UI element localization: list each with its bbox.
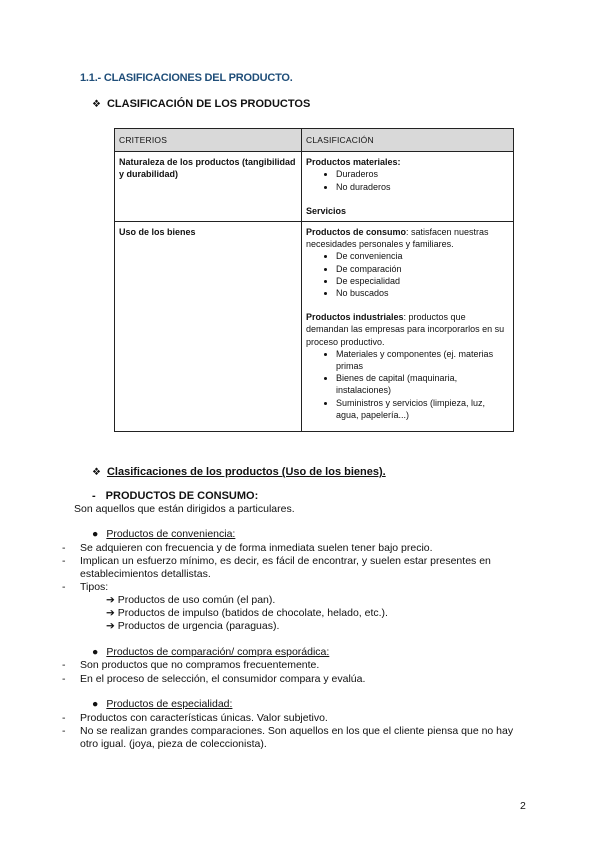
- consumo-title: - PRODUCTOS DE CONSUMO:: [92, 490, 259, 502]
- header-criterios: CRITERIOS: [115, 129, 302, 152]
- list-item: • No duraderos: [336, 181, 509, 193]
- especialidad-line2: No se realizan grandes comparaciones. Son aquellos en los que el cliente piensa que no hay otro igual. (joya, pieza de coleccionista).: [80, 725, 514, 750]
- list-item: • Bienes de capital (maquinaria, instalaciones): [336, 372, 509, 396]
- table-row: [115, 152, 514, 222]
- list-item: • De comparación: [336, 263, 509, 275]
- list-item: • De especialidad: [336, 275, 509, 287]
- bullet-list: [306, 168, 509, 192]
- comparacion-title: ● Productos de comparación/ compra esporádica:: [92, 646, 330, 658]
- table-row: [115, 222, 514, 432]
- diamond-bullet-icon: ❖: [92, 467, 101, 478]
- conveniencia-title: ● Productos de conveniencia:: [92, 528, 236, 540]
- bullet-list: [306, 348, 509, 421]
- consumo-desc: Son aquellos que están dirigidos a particulares.: [74, 503, 295, 515]
- arrow-right-icon: ➔: [106, 620, 118, 632]
- header-clasificacion: CLASIFICACIÓN: [302, 129, 514, 152]
- arrow-right-icon: ➔: [106, 607, 118, 619]
- list-item: • No buscados: [336, 287, 509, 299]
- list-item: • Materiales y componentes (ej. materias primas: [336, 348, 509, 372]
- list-item: • Suministros y servicios (limpieza, luz, agua, papelería...): [336, 397, 509, 421]
- conveniencia-line2: Implican un esfuerzo mínimo, es decir, es fácil de encontrar, y suelen estar presentes en establecimientos detallistas.: [80, 555, 491, 580]
- classification-cell: Productos materiales: • Duraderos • No duraderos Servicios: [302, 152, 514, 222]
- list-item: ➔ Productos de impulso (batidos de chocolate, helado, etc.).: [106, 607, 388, 619]
- comparacion-line2: En el proceso de selección, el consumidor compara y evalúa.: [80, 673, 366, 685]
- arrow-right-icon: ➔: [106, 594, 118, 606]
- criterion-cell: Uso de los bienes: [115, 222, 302, 432]
- list-item: ➔ Productos de uso común (el pan).: [106, 594, 276, 606]
- list-item: • Duraderos: [336, 168, 509, 180]
- tipos-label: Tipos:: [80, 581, 109, 593]
- bullet-list: [306, 250, 509, 299]
- table-header-row: [115, 129, 514, 152]
- criterion-cell: Naturaleza de los productos (tangibilidad y durabilidad): [115, 152, 302, 222]
- especialidad-title: ● Productos de especialidad:: [92, 698, 233, 710]
- section-title: 1.1.- CLASIFICACIONES DEL PRODUCTO.: [80, 72, 293, 84]
- list-item: • De conveniencia: [336, 250, 509, 262]
- subheading-uso-bienes: ❖ Clasificaciones de los productos (Uso de los bienes).: [92, 466, 386, 478]
- classification-table: [114, 128, 514, 432]
- page-number: 2: [520, 800, 526, 812]
- list-item: ➔ Productos de urgencia (paraguas).: [106, 620, 280, 632]
- comparacion-line1: Son productos que no compramos frecuentemente.: [80, 659, 320, 671]
- especialidad-line1: Productos con características únicas. Valor subjetivo.: [80, 712, 328, 724]
- subheading-clasificacion: ❖ CLASIFICACIÓN DE LOS PRODUCTOS: [92, 98, 311, 110]
- diamond-bullet-icon: ❖: [92, 99, 101, 110]
- classification-cell: Productos de consumo: satisfacen nuestras necesidades personales y familiares. • De conveniencia • De comparación • De especialidad • No buscados Productos industriales: productos que demandan las empresas para incorporarlos en su proceso productivo. • Materiales y componentes (ej. materias primas • Bienes de capital (maquinaria, instalaciones) • Suministros y servicios (limpieza, luz, agua, papelería...): [302, 222, 514, 432]
- conveniencia-line1: Se adquieren con frecuencia y de forma inmediata suelen tener bajo precio.: [80, 542, 433, 554]
